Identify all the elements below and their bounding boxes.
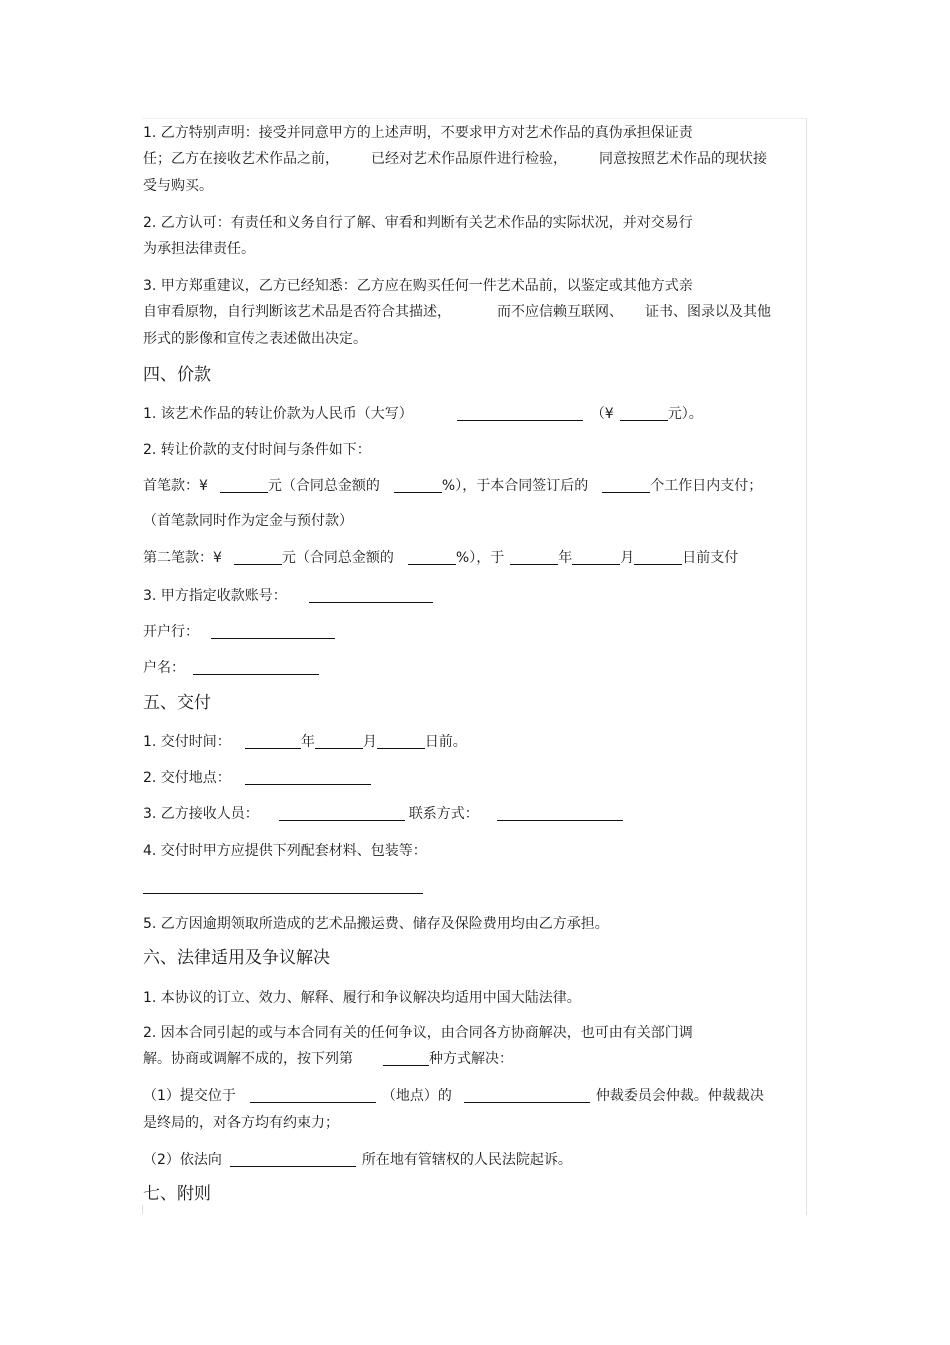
clause-text: 3. 乙方接收人员： [143,806,259,822]
clause-line [143,769,371,787]
section-heading: 六、法律适用及争议解决 [143,948,330,968]
clause-text: 元）。 [667,406,703,422]
clause-text: 月 [362,734,377,750]
clause-line: 4. 交付时甲方应提供下列配套材料、包装等： [143,843,427,859]
clause-line [143,277,693,295]
clause-text: %），于 [455,550,505,566]
blank-field[interactable] [620,406,668,421]
blank-field[interactable] [572,550,620,565]
clause-text: 所在地有管辖权的人民法院起诉。 [361,1152,572,1168]
blank-field[interactable] [510,550,558,565]
blank-field[interactable] [220,478,268,493]
clause-line [143,214,693,232]
blank-field[interactable] [250,1088,376,1103]
clause-text: （2）依法向 [143,1152,222,1168]
clause-line [143,150,767,168]
clause-line: 5. 乙方因逾期领取所造成的艺术品搬运费、储存及保险费用均由乙方承担。 [143,916,609,932]
clause-text: 日前。 [424,734,467,750]
clause-text: 种方式解决： [429,1051,513,1067]
clause-line [143,303,771,321]
blank-field[interactable] [408,550,456,565]
clause-line [143,623,335,641]
clause-line [143,733,467,751]
page-frame-edge [142,1205,143,1214]
clause-line [143,805,623,823]
clause-text: 是终局的，对各方均有约束力； [143,1115,339,1131]
blank-field[interactable] [377,734,425,749]
blank-field[interactable] [245,770,371,785]
clause-text: 3. 甲方郑重建议，乙方已经知悉：乙方应在购买任何一件艺术品前，以鉴定或其他方式亲 [143,278,693,294]
clause-line [143,659,319,677]
clause-text: 年 [558,550,573,566]
blank-field[interactable] [497,806,623,821]
clause-text: 第二笔款：¥ [143,550,222,566]
blank-field[interactable] [464,1088,590,1103]
blank-field[interactable] [602,478,650,493]
clause-text: 首笔款：¥ [143,478,208,494]
blank-field[interactable] [230,1152,356,1167]
blank-field[interactable] [245,734,301,749]
blank-field[interactable] [193,660,319,675]
clause-text: 1. 乙方特别声明：接受并同意甲方的上述声明，不要求甲方对艺术作品的真伪承担保证责 [143,125,693,141]
clause-text: （¥ [590,406,614,422]
section-heading: 四、价款 [143,365,211,385]
clause-text: %），于本合同签订后的 [441,478,589,494]
blank-field[interactable] [234,550,282,565]
clause-text: 户名： [143,660,185,676]
clause-text: 证书、图录以及其他 [645,304,771,320]
clause-text: 2. 因本合同引起的或与本合同有关的任何争议，由合同各方协商解决，也可由有关部门调 [143,1025,693,1041]
section-heading: 七、附则 [143,1184,211,1204]
clause-line [143,1151,572,1169]
clause-line [143,330,367,348]
clause-line [143,878,423,896]
clause-text: 已经对艺术作品原件进行检验， [371,151,567,167]
clause-text: 形式的影像和宣传之表述做出决定。 [143,331,367,347]
clause-text: 3. 甲方指定收款账号： [143,588,287,604]
clause-text: 2. 交付地点： [143,770,231,786]
clause-line [143,405,703,423]
clause-text: 同意按照艺术作品的现状接 [599,151,767,167]
blank-field[interactable] [634,550,682,565]
clause-text: 任；乙方在接收艺术作品之前， [143,151,339,167]
blank-field[interactable] [143,879,423,894]
clause-text: 受与购买。 [143,178,213,194]
clause-line [143,1050,513,1068]
blank-field[interactable] [309,588,433,603]
clause-text: 元（合同总金额的 [267,478,380,494]
clause-text: 日前支付 [682,550,739,566]
clause-text: 1. 该艺术作品的转让价款为人民币（大写） [143,406,413,422]
clause-text: （1）提交位于 [143,1088,236,1104]
clause-text: 2. 乙方认可：有责任和义务自行了解、审看和判断有关艺术作品的实际状况，并对交易行 [143,215,693,231]
clause-text: 自审看原物，自行判断该艺术品是否符合其描述， [143,304,451,320]
clause-line: 1. 本协议的订立、效力、解释、履行和争议解决均适用中国大陆法律。 [143,990,581,1006]
clause-line [143,587,433,605]
clause-text: 年 [300,734,315,750]
blank-field[interactable] [394,478,442,493]
section-heading: 五、交付 [143,693,211,713]
clause-text: 个工作日内支付； [650,478,763,494]
clause-line [143,124,693,142]
clause-line [143,177,213,195]
clause-text: 开户行： [143,624,199,640]
clause-line [143,1114,339,1132]
clause-text: 月 [620,550,635,566]
blank-field[interactable] [383,1051,429,1066]
clause-text: （地点）的 [381,1088,452,1104]
blank-field[interactable] [457,406,583,421]
clause-text: 而不应信赖互联网、 [497,304,623,320]
clause-line [143,1087,764,1105]
clause-text: 元（合同总金额的 [281,550,394,566]
blank-field[interactable] [315,734,363,749]
blank-field[interactable] [279,806,405,821]
clause-text: 解。协商或调解不成的，按下列第 [143,1051,353,1067]
clause-line [143,549,738,567]
blank-field[interactable] [211,624,335,639]
clause-text: 仲裁委员会仲裁。仲裁裁决 [595,1088,764,1104]
clause-line: 2. 转让价款的支付时间与条件如下： [143,442,371,458]
clause-text: 联系方式： [408,806,479,822]
clause-line [143,240,255,258]
clause-line [143,477,762,495]
clause-text: 为承担法律责任。 [143,241,255,257]
clause-line: （首笔款同时作为定金与预付款） [143,513,353,529]
clause-text: 1. 交付时间： [143,734,231,750]
clause-line [143,1024,693,1042]
